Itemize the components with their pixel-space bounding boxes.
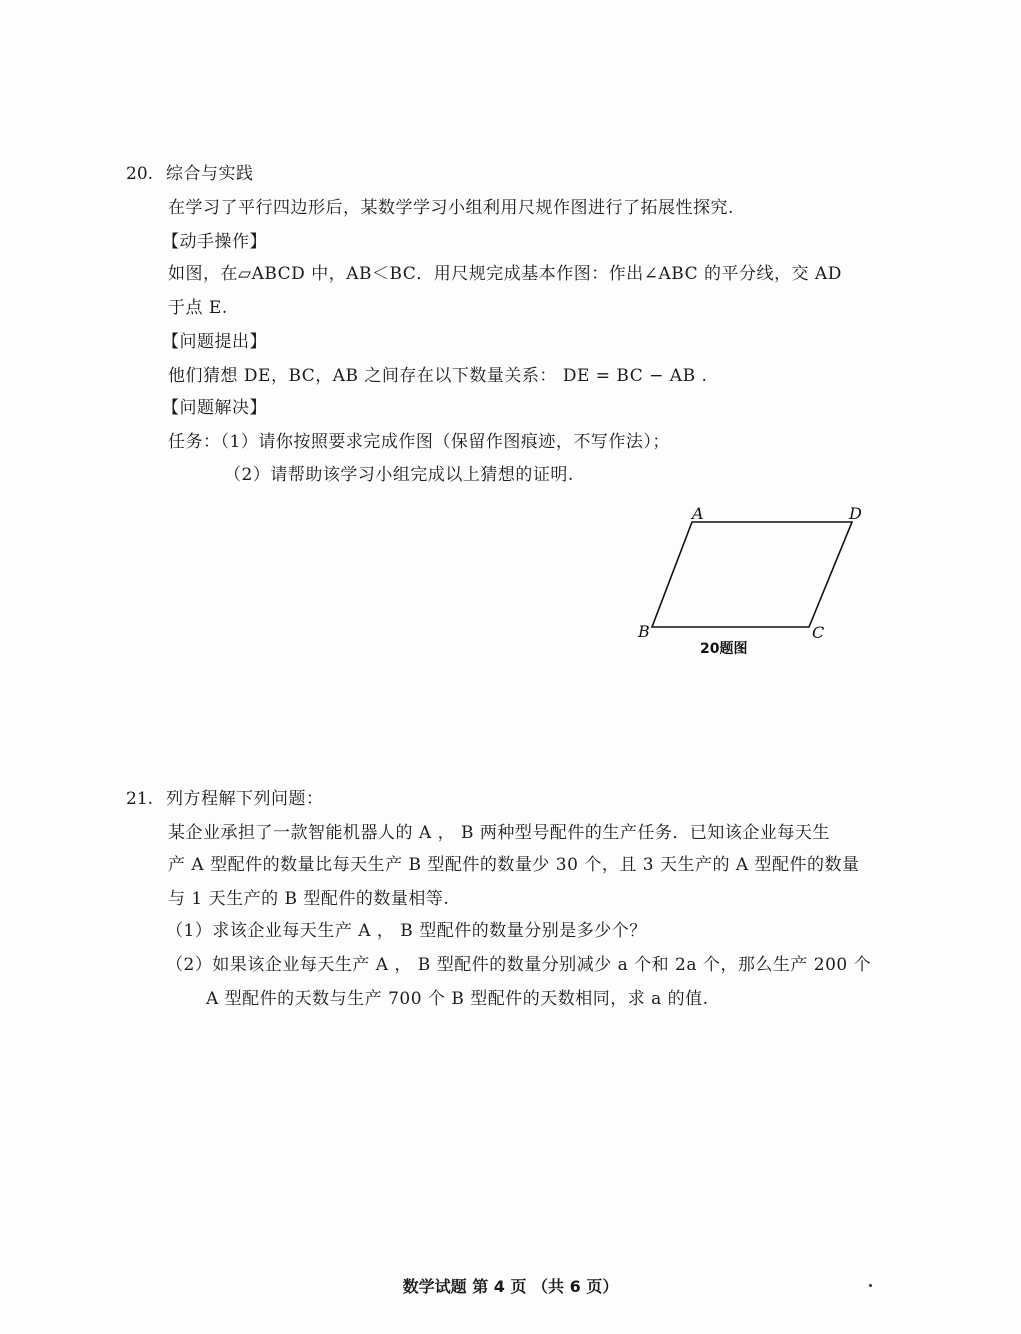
section-hands-on-heading: 【动手操作】 bbox=[162, 232, 267, 252]
vertex-a-label: A bbox=[692, 504, 704, 523]
question-21-part-2-line-2: A 型配件的天数与生产 700 个 B 型配件的天数相同，求 a 的值. bbox=[206, 989, 709, 1009]
section-hands-on-line-2: 于点 E. bbox=[168, 298, 228, 318]
section-solution-heading: 【问题解决】 bbox=[162, 398, 267, 418]
parallelogram-abcd bbox=[652, 522, 852, 627]
question-21-line-1: 某企业承担了一款智能机器人的 A ， B 两种型号配件的生产任务．已知该企业每天生 bbox=[168, 823, 830, 843]
section-hands-on-line-1: 如图，在▱ABCD 中，AB＜BC．用尺规完成基本作图：作出∠ABC 的平分线，交 AD bbox=[168, 264, 842, 284]
question-21-part-2-line-1: （2）如果该企业每天生产 A ， B 型配件的数量分别减少 a 个和 2a 个，那么生产 200 个 bbox=[166, 955, 872, 975]
stray-dot-mark bbox=[869, 1284, 872, 1287]
question-21-title: 列方程解下列问题： bbox=[166, 789, 324, 809]
vertex-b-label: B bbox=[638, 622, 650, 641]
task-2: （2）请帮助该学习小组完成以上猜想的证明. bbox=[224, 465, 574, 485]
question-21-line-2: 产 A 型配件的数量比每天生产 B 型配件的数量少 30 个，且 3 天生产的 A 型配件的数量 bbox=[168, 855, 860, 875]
question-20-number: 20. bbox=[126, 164, 154, 184]
figure-caption: 20题图 bbox=[700, 641, 748, 657]
question-20-title: 综合与实践 bbox=[166, 164, 254, 184]
question-20-intro: 在学习了平行四边形后，某数学学习小组利用尺规作图进行了拓展性探究. bbox=[168, 198, 734, 218]
vertex-c-label: C bbox=[812, 623, 825, 642]
page-footer: 数学试题 第 4 页 （共 6 页） bbox=[402, 1277, 619, 1296]
question-21-part-1: （1）求该企业每天生产 A ， B 型配件的数量分别是多少个？ bbox=[166, 921, 647, 941]
vertex-d-label: D bbox=[849, 504, 862, 523]
section-problem-heading: 【问题提出】 bbox=[162, 332, 267, 352]
parallelogram-figure bbox=[620, 500, 880, 670]
question-21-number: 21. bbox=[126, 789, 154, 809]
question-21-line-3: 与 1 天生产的 B 型配件的数量相等. bbox=[168, 889, 450, 909]
task-1: 任务：（1）请你按照要求完成作图（保留作图痕迹，不写作法）； bbox=[168, 432, 670, 452]
section-problem-line-1: 他们猜想 DE，BC，AB 之间存在以下数量关系： DE = BC − AB . bbox=[168, 366, 708, 386]
